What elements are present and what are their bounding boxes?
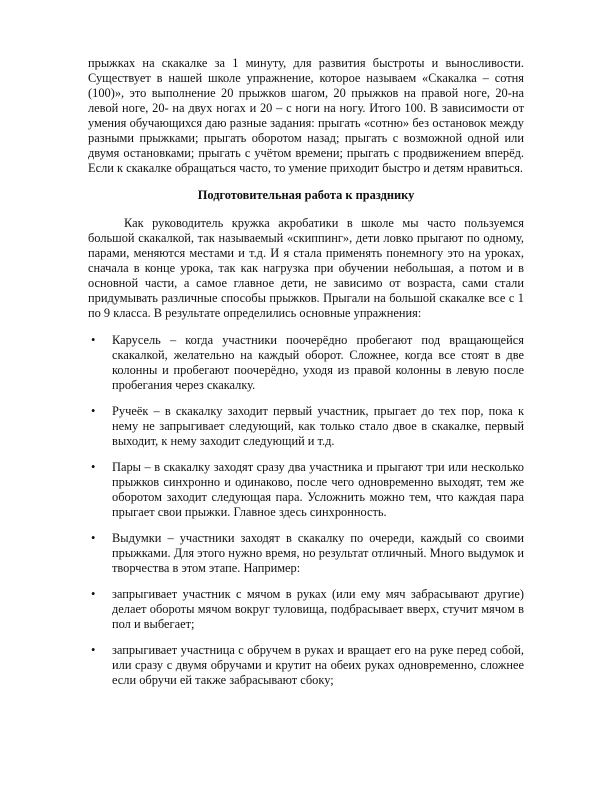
bullet-icon: •: [91, 460, 96, 474]
list-item: [88, 643, 524, 688]
list-item: [88, 587, 524, 632]
list-item-text: запрыгивает участница с обручем в руках и вращает его на руке перед собой, или сразу с двумя обручами и крутит на обеих руках одновременно, сложнее если обручи ей также забрасывают сбоку;: [112, 643, 524, 687]
bullet-icon: •: [91, 643, 96, 657]
list-item-text: запрыгивает участник с мячом в руках (или ему мяч забрасывают другие) делает обороты мячом вокруг туловища, подбрасывает вверх, стучит мячом в пол и выбегает;: [112, 587, 524, 631]
list-item-text: Ручеёк – в скакалку заходит первый участник, прыгает до тех пор, пока к нему не запрыгивает следующий, как только стало двое в скакалке, первый выходит, к нему заходит следующий и т.д.: [112, 404, 524, 448]
list-item-text: Пары – в скакалку заходят сразу два участника и прыгают три или несколько прыжков синхронно и одинаково, после чего одновременно выходят, тем же оборотом заходит следующая пара. Усложнить можно тем, что каждая пара прыгает свои прыжки. Главное здесь синхронность.: [112, 460, 524, 519]
bullet-icon: •: [91, 404, 96, 418]
section-heading: Подготовительная работа к празднику: [197, 188, 415, 202]
document-page: [88, 56, 524, 699]
list-item-text: Выдумки – участники заходят в скакалку по очереди, каждый со своими прыжками. Для этого нужно время, но результат отличный. Много выдумок и творчества в этом этапе. Например:: [112, 531, 524, 575]
list-item: [88, 333, 524, 393]
exercise-list: [88, 333, 524, 688]
section-paragraph: Как руководитель кружка акробатики в школе мы часто пользуемся большой скакалкой, так называемый «скиппинг», дети ловко прыгают по одному, парами, меняются местами и т.д. И я стала применять понемногу это на уроках, сначала в конце урока, так как нагрузка при обучении небольшая, а потом и в основной части, а самое главное дети, не зависимо от возраста, сами стали придумывать различные способы прыжков. Прыгали на большой скакалке все с 1 по 9 класса. В результате определились основные упражнения:: [88, 216, 524, 320]
list-item: [88, 531, 524, 576]
bullet-icon: •: [91, 587, 96, 601]
list-item: [88, 460, 524, 520]
bullet-icon: •: [91, 531, 96, 545]
list-item-text: Карусель – когда участники поочерёдно пробегают под вращающейся скакалкой, желательно на каждый оборот. Сложнее, когда все стоят в две колонны и пробегают поочерёдно, уходя из правой колонны в левую после пробегания через скакалку.: [112, 333, 524, 392]
list-item: [88, 404, 524, 449]
intro-paragraph: прыжках на скакалке за 1 минуту, для развития быстроты и выносливости. Существует в нашей школе упражнение, которое называем «Скакалка – сотня (100)», это выполнение 20 прыжков шагом, 20 прыжков на правой ноге, 20-на левой ноге, 20- на двух ногах и 20 – с ноги на ногу. Итого 100. В зависимости от умения обучающихся даю разные задания: прыгать «сотню» без остановок между разными прыжками; прыгать оборотом назад; прыгать с возможной одной или двумя остановками; прыгать с учётом времени; прыгать с продвижением вперёд. Если к скакалке обращаться часто, то умение приходит быстро и детям нравиться.: [88, 56, 524, 175]
bullet-icon: •: [91, 333, 96, 347]
